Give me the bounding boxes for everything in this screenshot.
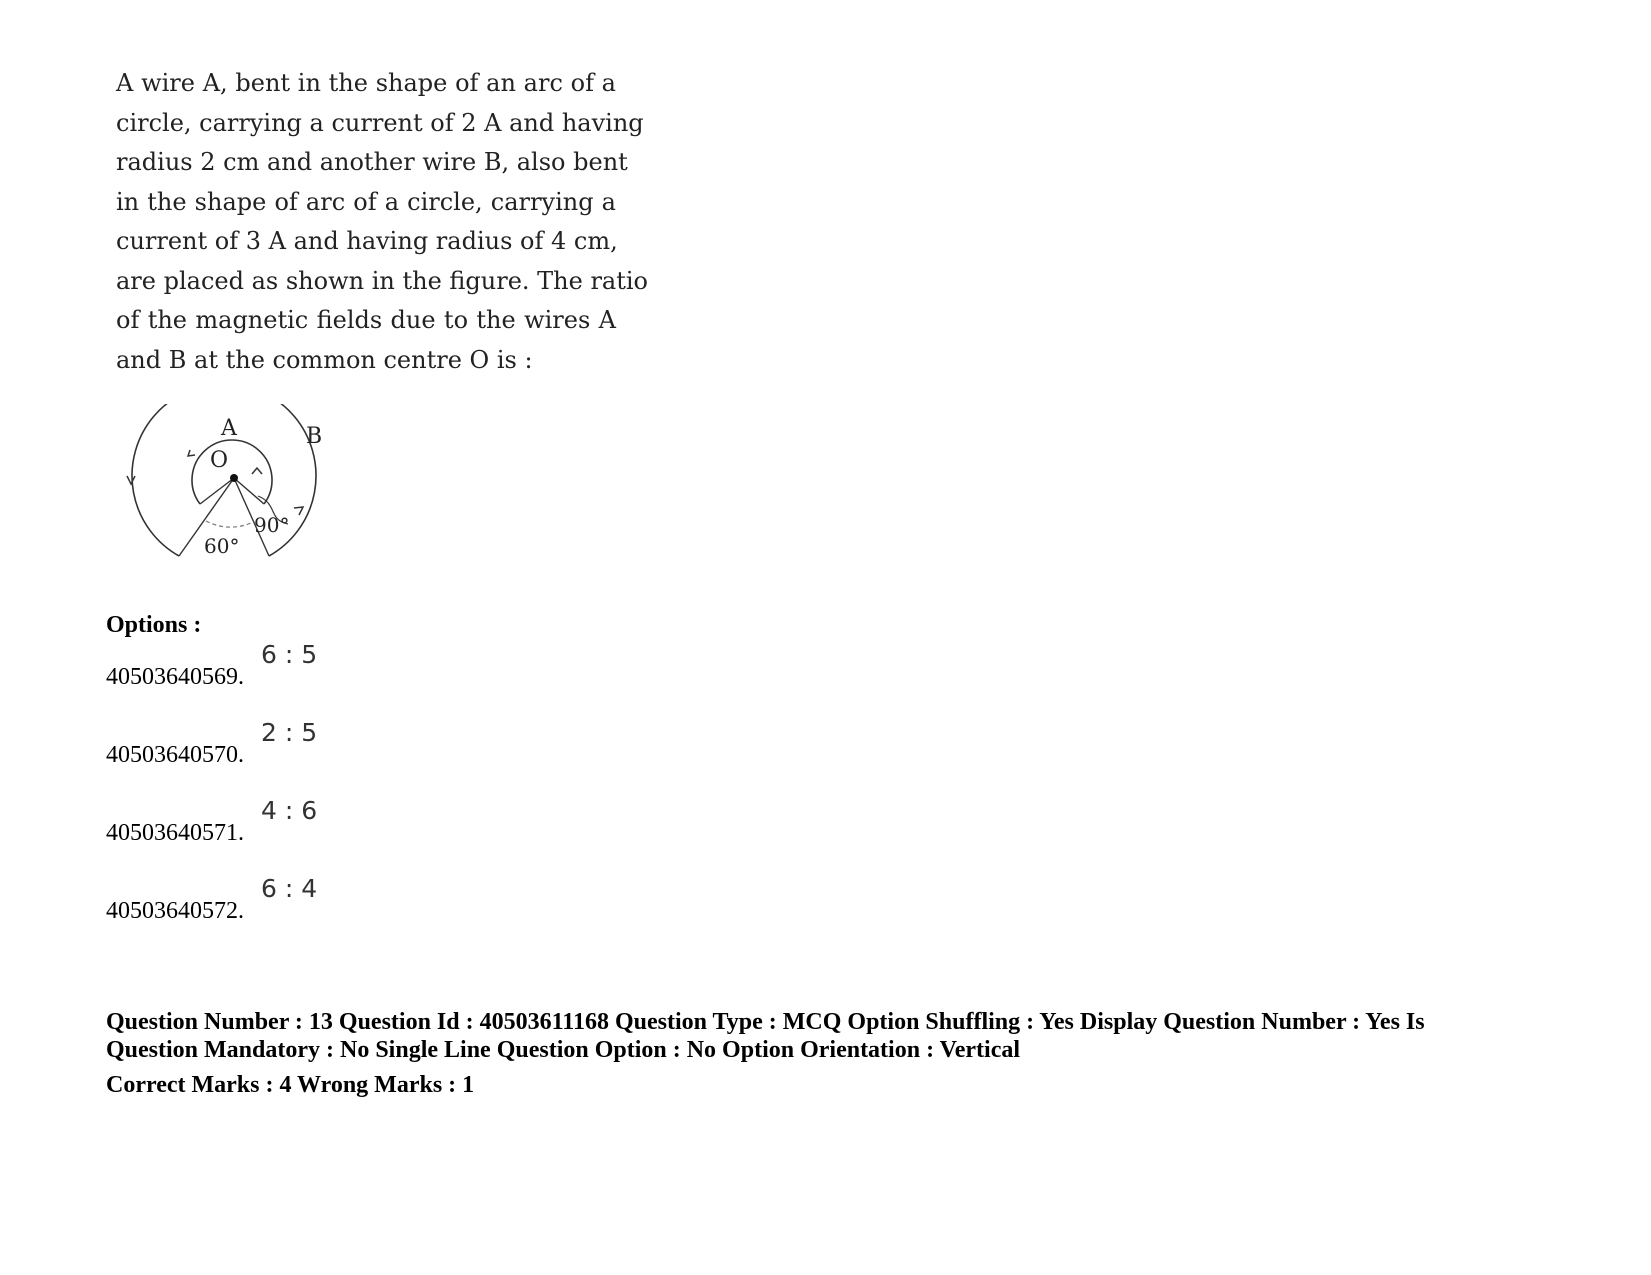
angle-60-label: 60° (204, 534, 240, 558)
option-id: 40503640569. (106, 664, 244, 690)
marks-line: Correct Marks : 4 Wrong Marks : 1 (106, 1072, 475, 1098)
angle-90-label: 90° (254, 513, 290, 537)
question-line: A wire A, bent in the shape of an arc of a (116, 69, 616, 97)
question-text (116, 64, 649, 380)
centre-point (230, 474, 238, 482)
radius-line (234, 478, 264, 504)
question-line: circle, carrying a current of 2 A and having (116, 108, 644, 137)
question-line: current of 3 A and having radius of 4 cm, (116, 227, 618, 255)
option-value: 6 : 5 (261, 640, 318, 669)
option-id: 40503640570. (106, 742, 244, 768)
option-value: 2 : 5 (261, 718, 318, 747)
option-item[interactable] (106, 874, 318, 925)
metadata-line: Question Number : 13 Question Id : 40503611168 Question Type : MCQ Option Shuffling : Yes Display Question Number : Yes Is (106, 1009, 1425, 1035)
question-line: radius 2 cm and another wire B, also bent (116, 148, 628, 176)
option-item[interactable] (106, 796, 318, 847)
question-line: in the shape of arc of a circle, carrying a (116, 187, 616, 216)
radius-line (200, 478, 234, 504)
metadata-line: Question Mandatory : No Single Line Question Option : No Option Orientation : Vertical (106, 1037, 1021, 1063)
current-arrow-icon (188, 450, 195, 456)
label-b: B (306, 424, 323, 449)
option-id: 40503640571. (106, 820, 244, 846)
option-item[interactable] (106, 640, 318, 691)
label-a: A (221, 416, 237, 441)
question-line: are placed as shown in the figure. The ratio (116, 266, 649, 295)
option-item[interactable] (106, 718, 318, 769)
question-metadata (106, 1008, 1546, 1064)
option-value: 4 : 6 (261, 796, 318, 825)
question-line: of the magnetic fields due to the wires A (116, 306, 616, 334)
angle-60-mark (206, 521, 253, 527)
question-line: and B at the common centre O is : (116, 345, 533, 374)
option-id: 40503640572. (106, 898, 244, 924)
label-o: O (210, 448, 229, 473)
arc-wires-figure (118, 404, 358, 604)
current-arrow-icon (294, 507, 303, 515)
option-value: 6 : 4 (261, 874, 318, 903)
current-arrow-icon (252, 468, 262, 474)
options-heading: Options : (106, 612, 202, 638)
current-arrow-icon (127, 476, 135, 484)
